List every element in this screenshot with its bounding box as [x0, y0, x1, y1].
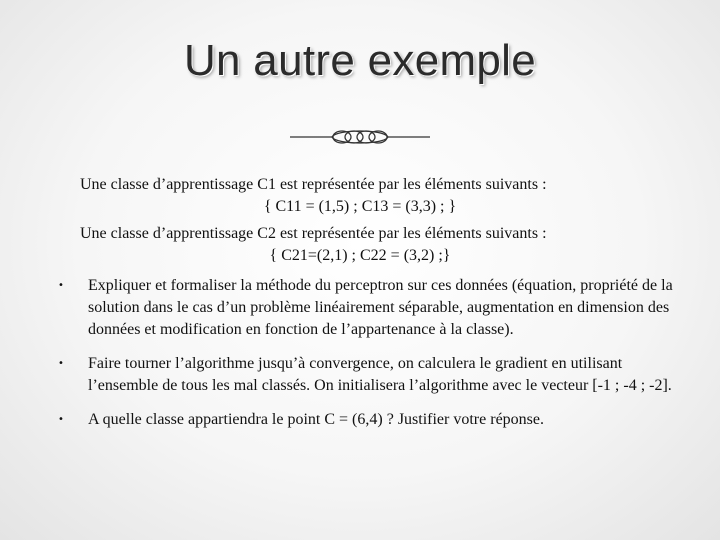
class-c2-values: { C21=(2,1) ; C22 = (3,2) ;} — [269, 247, 451, 264]
class-c1-values: { C11 = (1,5) ; C13 = (3,3) ; } — [263, 198, 457, 215]
class-c1-definition — [60, 174, 660, 218]
question-text: A quelle classe appartiendra le point C = (6,4) ? Justifier votre réponse. — [88, 411, 544, 428]
bullet-icon: • — [58, 280, 64, 291]
class-c1-intro: Une classe d’apprentissage C1 est représentée par les éléments suivants : — [80, 176, 547, 193]
bullet-icon: • — [58, 358, 64, 369]
scroll-divider-icon — [290, 124, 430, 150]
class-c2-intro: Une classe d’apprentissage C2 est représentée par les éléments suivants : — [80, 225, 547, 242]
bullet-icon: • — [58, 414, 64, 425]
question-text: Faire tourner l’algorithme jusqu’à convergence, on calculera le gradient en utilisant l’ensemble de tous les mal classés. On initialisera l’algorithme avec le vecteur [-1 ; -4 ; -2]. — [88, 355, 672, 394]
class-c2-definition — [60, 223, 660, 267]
question-item-1 — [0, 275, 720, 341]
question-list — [0, 275, 720, 431]
question-text: Expliquer et formaliser la méthode du perceptron sur ces données (équation, propriété de la solution dans le cas d’un problème linéairement séparable, augmentation en dimension des données et modification en fonction de l’appartenance à la classe). — [88, 277, 673, 338]
question-item-2 — [0, 353, 720, 397]
question-item-3 — [0, 409, 720, 431]
slide-title: Un autre exemple — [183, 36, 537, 85]
